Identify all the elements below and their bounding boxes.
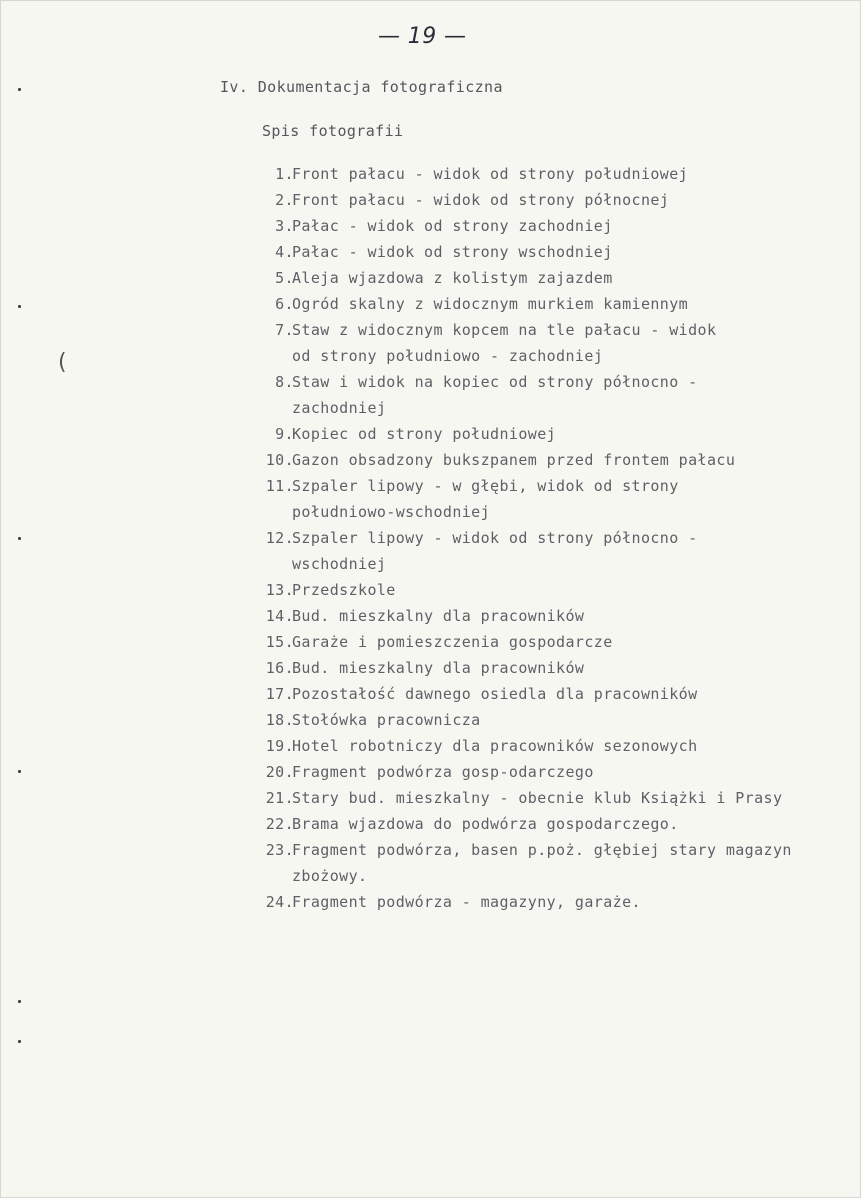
item-text: od strony południowo - zachodniej	[292, 347, 604, 365]
list-item	[0, 893, 861, 919]
item-text: Fragment podwórza - magazyny, garaże.	[292, 893, 641, 911]
item-text: Kopiec od strony południowej	[292, 425, 557, 443]
list-item	[0, 529, 861, 555]
item-number: 2.	[275, 191, 294, 209]
list-item	[0, 373, 861, 399]
list-item	[0, 477, 861, 503]
scan-dot	[18, 1040, 21, 1043]
list-item	[0, 191, 861, 217]
item-text: południowo-wschodniej	[292, 503, 491, 521]
list-item	[0, 711, 861, 737]
scan-dot	[18, 305, 21, 308]
list-item	[0, 555, 861, 581]
list-item	[0, 165, 861, 191]
item-text: Ogród skalny z widocznym murkiem kamiennym	[292, 295, 689, 313]
item-text: Front pałacu - widok od strony południowej	[292, 165, 689, 183]
item-text: wschodniej	[292, 555, 387, 573]
item-text: Stary bud. mieszkalny - obecnie klub Książki i Prasy	[292, 789, 783, 807]
list-item	[0, 581, 861, 607]
item-text: Staw i widok na kopiec od strony północno -	[292, 373, 698, 391]
list-item	[0, 399, 861, 425]
scan-dot	[18, 537, 21, 540]
list-item	[0, 451, 861, 477]
item-number: 24.	[265, 893, 294, 911]
list-item	[0, 321, 861, 347]
pen-stroke: (	[58, 350, 67, 375]
item-number: 3.	[275, 217, 294, 235]
item-text: Szpaler lipowy - widok od strony północno -	[292, 529, 698, 547]
item-number: 23.	[265, 841, 294, 859]
list-item	[0, 217, 861, 243]
item-number: 19.	[265, 737, 294, 755]
item-text: Gazon obsadzony bukszpanem przed frontem pałacu	[292, 451, 736, 469]
item-number: 22.	[265, 815, 294, 833]
item-text: Przedszkole	[292, 581, 396, 599]
list-item	[0, 659, 861, 685]
item-number: 11.	[265, 477, 294, 495]
item-number: 15.	[265, 633, 294, 651]
list-item	[0, 503, 861, 529]
item-number: 18.	[265, 711, 294, 729]
item-number: 7.	[275, 321, 294, 339]
item-text: zbożowy.	[292, 867, 368, 885]
item-number: 21.	[265, 789, 294, 807]
list-item	[0, 685, 861, 711]
item-text: Staw z widocznym kopcem na tle pałacu - widok	[292, 321, 717, 339]
item-number: 17.	[265, 685, 294, 703]
page-number: — 19 —	[378, 24, 467, 49]
list-item	[0, 295, 861, 321]
list-item	[0, 763, 861, 789]
item-text: Front pałacu - widok od strony północnej	[292, 191, 670, 209]
list-title: Spis fotografii	[262, 122, 404, 140]
scan-dot	[18, 1000, 21, 1003]
list-item	[0, 269, 861, 295]
list-item	[0, 607, 861, 633]
item-text: Bud. mieszkalny dla pracowników	[292, 659, 585, 677]
item-text: Stołówka pracownicza	[292, 711, 481, 729]
item-number: 5.	[275, 269, 294, 287]
item-number: 8.	[275, 373, 294, 391]
item-number: 9.	[275, 425, 294, 443]
item-text: Garaże i pomieszczenia gospodarcze	[292, 633, 613, 651]
item-text: Bud. mieszkalny dla pracowników	[292, 607, 585, 625]
item-text: Pozostałość dawnego osiedla dla pracowników	[292, 685, 698, 703]
item-number: 4.	[275, 243, 294, 261]
item-text: Fragment podwórza, basen p.poż. głębiej stary magazyn	[292, 841, 792, 859]
item-number: 12.	[265, 529, 294, 547]
list-item	[0, 633, 861, 659]
section-heading: Iv. Dokumentacja fotograficzna	[220, 78, 503, 96]
item-text: Aleja wjazdowa z kolistym zajazdem	[292, 269, 613, 287]
list-item	[0, 789, 861, 815]
list-item	[0, 425, 861, 451]
item-text: Hotel robotniczy dla pracowników sezonowych	[292, 737, 698, 755]
item-text: Pałac - widok od strony wschodniej	[292, 243, 613, 261]
item-text: Brama wjazdowa do podwórza gospodarczego.	[292, 815, 679, 833]
list-item	[0, 841, 861, 867]
list-item	[0, 867, 861, 893]
item-number: 16.	[265, 659, 294, 677]
list-item	[0, 815, 861, 841]
item-number: 1.	[275, 165, 294, 183]
scan-dot	[18, 770, 21, 773]
item-number: 10.	[265, 451, 294, 469]
list-item	[0, 737, 861, 763]
item-text: Szpaler lipowy - w głębi, widok od strony	[292, 477, 679, 495]
list-item	[0, 243, 861, 269]
item-text: zachodniej	[292, 399, 387, 417]
item-text: Fragment podwórza gosp-odarczego	[292, 763, 594, 781]
item-number: 20.	[265, 763, 294, 781]
item-number: 6.	[275, 295, 294, 313]
item-number: 14.	[265, 607, 294, 625]
item-text: Pałac - widok od strony zachodniej	[292, 217, 613, 235]
item-number: 13.	[265, 581, 294, 599]
scan-dot	[18, 88, 21, 91]
list-item	[0, 347, 861, 373]
